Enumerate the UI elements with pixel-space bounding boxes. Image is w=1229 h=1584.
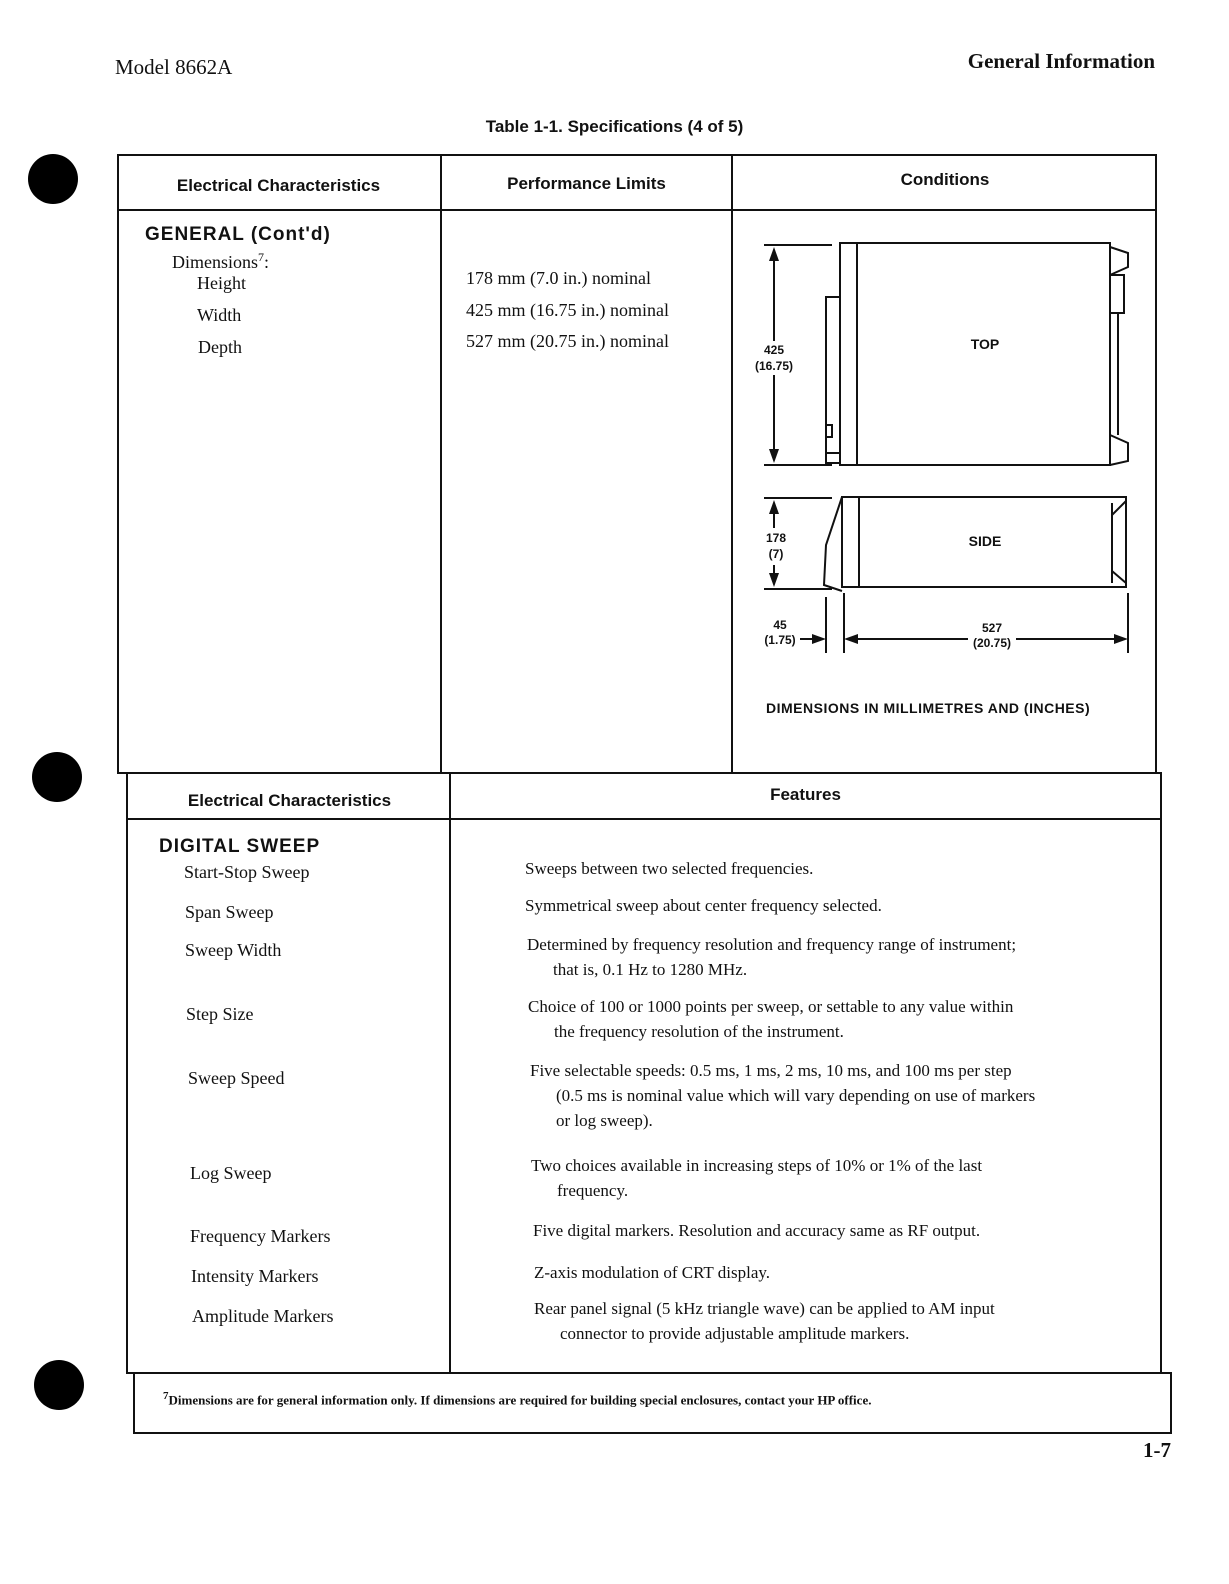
row-feature-log-sweep: Two choices available in increasing steps of 10% or 1% of the last frequency. [531,1156,983,1200]
row-label-frequency-markers: Frequency Markers [190,1226,331,1246]
col-electrical-characteristics: Electrical Characteristics [176,176,381,195]
height-in: (7) [768,547,784,561]
width-label: Width [197,305,242,325]
height-label: Height [197,273,246,293]
section-header: General Information [967,49,1155,73]
col-features: Features [770,785,841,804]
row-label-sweep-width: Sweep Width [185,940,282,960]
table-title: Table 1-1. Specifications (4 of 5) [485,117,744,136]
col-electrical-characteristics-2: Electrical Characteristics [187,791,392,810]
column-divider-2 [731,154,733,774]
depth-label: Depth [198,337,242,357]
row-label-amplitude-markers: Amplitude Markers [192,1306,334,1326]
row-label-step-size: Step Size [186,1004,254,1024]
row-feature-step-size: Choice of 100 or 1000 points per sweep, or settable to any value within the frequency resolution of the instrument. [528,997,1014,1041]
dimensions-caption: DIMENSIONS IN MILLIMETRES AND (INCHES) [766,700,1091,716]
row-label-intensity-markers: Intensity Markers [191,1266,319,1286]
footnote-ref: 7 [258,250,265,264]
page-number: 1-7 [1143,1438,1171,1462]
front-in: (1.75) [764,633,796,647]
row-feature-span-sweep: Symmetrical sweep about center frequency selected. [525,896,882,915]
front-mm: 45 [773,618,787,632]
side-view-label: SIDE [968,533,1002,549]
model-header: Model 8662A [115,55,233,79]
punch-hole-top [28,154,78,204]
row-feature-frequency-markers: Five digital markers. Resolution and accuracy same as RF output. [533,1221,981,1240]
dimensions-label: Dimensions$^7$: [172,250,270,272]
height-value: 178 mm (7.0 in.) nominal [466,268,651,288]
depth-value: 527 mm (20.75 in.) nominal [466,331,669,351]
row-feature-start-stop-sweep: Sweeps between two selected frequencies. [525,859,814,878]
column-divider-1 [440,154,442,774]
punch-hole-middle [32,752,82,802]
row-feature-intensity-markers: Z-axis modulation of CRT display. [534,1263,771,1282]
top-view-outline [840,243,1110,465]
col-performance-limits: Performance Limits [507,174,666,193]
row-feature-sweep-width: Determined by frequency resolution and frequency range of instrument; that is, 0.1 Hz to 1280 MHz. [527,935,1017,979]
row-label-start-stop-sweep: Start-Stop Sweep [184,862,310,882]
row-label-sweep-speed: Sweep Speed [188,1068,285,1088]
features-column-divider [449,772,451,1374]
footnote-marker: 7 [163,1390,169,1402]
row-label-log-sweep: Log Sweep [190,1163,272,1183]
top-view-label: TOP [970,336,1000,352]
footnote [163,1390,871,1408]
footnote-text: Dimensions are for general information only. If dimensions are required for building special enclosures, contact your HP office. [168,1392,872,1408]
width-value: 425 mm (16.75 in.) nominal [466,300,669,320]
features-header-divider [126,818,1162,820]
section-general: GENERAL (Cont'd) [145,224,331,245]
section-digital-sweep: DIGITAL SWEEP [159,836,321,857]
table-header-divider [117,209,1157,211]
dimension-drawing [740,225,1150,725]
width-in: (16.75) [754,359,794,373]
depth-mm: 527 [981,621,1003,635]
punch-hole-bottom [34,1360,84,1410]
col-conditions: Conditions [900,170,990,189]
row-feature-sweep-speed: Five selectable speeds: 0.5 ms, 1 ms, 2 ms, 10 ms, and 100 ms per step (0.5 ms is nominal value which will vary depending on use of markers or log sweep). [530,1061,1036,1130]
height-mm: 178 [765,531,787,545]
width-mm: 425 [763,343,785,357]
row-feature-amplitude-markers: Rear panel signal (5 kHz triangle wave) can be applied to AM input connector to provide adjustable amplitude markers. [534,1299,995,1343]
depth-in: (20.75) [972,636,1012,650]
row-label-span-sweep: Span Sweep [185,902,274,922]
